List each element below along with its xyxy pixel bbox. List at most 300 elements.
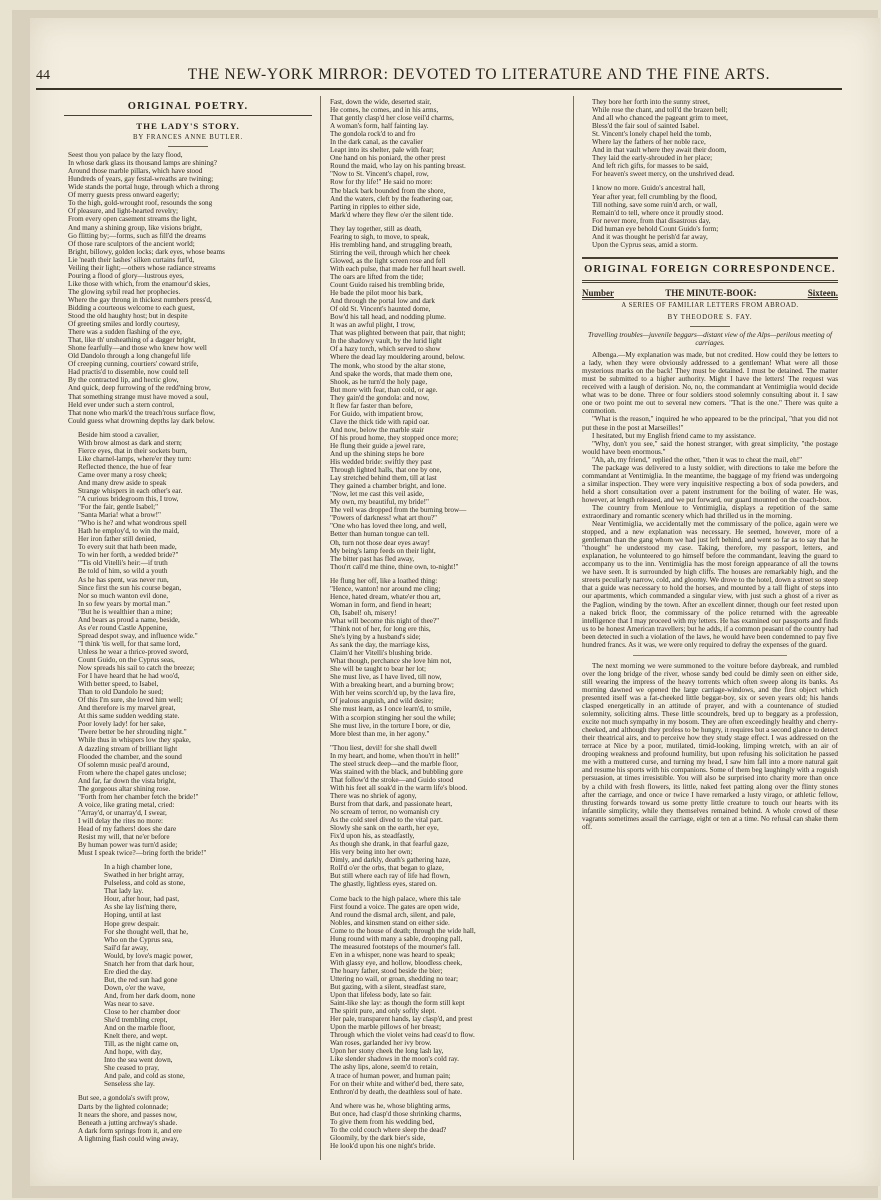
verse-line: Oh, Isabel! oh, misery! bbox=[330, 608, 397, 617]
verse-line: And quick, deep furrowing of the redd'ning brow, bbox=[68, 384, 211, 393]
verse-line: Was near to save. bbox=[104, 999, 155, 1008]
verse-line: Count Guido, on the Cyprus seas, bbox=[78, 656, 175, 664]
verse-line: Like those with which, from the enamour'd skies, bbox=[68, 279, 211, 288]
verse-line: With brow almost as dark and stern; bbox=[78, 438, 182, 447]
verse-line: More blest than me, in her agony." bbox=[330, 729, 430, 738]
verse-line: Nor so much wanton evil done, bbox=[78, 591, 169, 600]
section-divider bbox=[633, 655, 787, 656]
verse-line: For never more, from that disastrous day, bbox=[592, 216, 711, 225]
verse-line: It was an awful plight, I trow, bbox=[330, 321, 415, 330]
minute-book-heading bbox=[582, 289, 838, 300]
verse-line: And up the shining steps he bore bbox=[330, 450, 425, 459]
verse-line: As he has spent, was never run, bbox=[78, 575, 169, 584]
verse-line: Spread despot sway, and influence wide." bbox=[78, 631, 198, 640]
verse-line: Must I speak twice?—bring forth the bride!" bbox=[78, 849, 207, 858]
verse-line: That gently clasp'd her close veil'd charms, bbox=[330, 114, 454, 123]
verse-line: Row for thy life!" He said no more: bbox=[330, 178, 433, 187]
verse-line: Strange whispers in each other's ear. bbox=[78, 487, 183, 496]
verse-line: There was no shriek of agony, bbox=[330, 791, 417, 800]
verse-line: For I have heard that he had woo'd, bbox=[78, 672, 180, 681]
verse-line: Roll'd o'er the orbs, that began to glaze, bbox=[330, 864, 444, 873]
verse-line: Like slender shadows in the moon's cold ray. bbox=[330, 1055, 459, 1064]
verse-line: That, like th' unsheathing of a dagger bright, bbox=[68, 336, 196, 345]
verse-line: Old Dandolo through a long changeful life bbox=[68, 352, 191, 361]
verse-line: Of jealous anguish, and wild desire; bbox=[330, 697, 434, 706]
verse-line: Sail'd far away, bbox=[104, 943, 149, 952]
article-paragraph: I hesitated, but my English friend came to my assistance. bbox=[592, 431, 756, 440]
verse-line: To the high, gold-wrought roof, resounds the song bbox=[68, 199, 213, 208]
verse-line: For heaven's sweet mercy, on the unshrived dead. bbox=[592, 170, 735, 179]
verse-line: But, the red sun had gone bbox=[104, 975, 178, 984]
minute-book-number-label: Number bbox=[582, 287, 614, 298]
verse-line: The bitter past has fled away, bbox=[330, 554, 415, 563]
verse-line: The ashy lips, alone, seem'd to retain, bbox=[330, 1063, 439, 1072]
verse-line: "Santa Maria! what a brow!" bbox=[78, 511, 161, 520]
verse-line: Slowly she sank on the earth, her eye, bbox=[330, 824, 439, 833]
verse-line: Round the maid, who lay on his panting breast. bbox=[330, 162, 466, 171]
verse-line: Could guess what drowning depths lay dark below. bbox=[68, 416, 215, 425]
verse-line: And on the marble floor, bbox=[104, 1024, 175, 1033]
verse-line: From where the chapel gates unclose; bbox=[78, 768, 187, 777]
verse-line: Wide stands the portal huge, through which a throng bbox=[68, 183, 219, 192]
verse-line: Of those rare sculptors of the ancient world; bbox=[68, 239, 195, 248]
article-paragraph: "Why, don't you see," said the honest stranger, with great simplicity, "the postage would have been enormous." bbox=[582, 439, 838, 456]
verse-line: Better than human tongue can tell. bbox=[330, 530, 429, 539]
verse-line: Enthron'd by death, the deathless soul of hate. bbox=[330, 1087, 463, 1096]
verse-line: With his feet all soak'd in the warm life's blood. bbox=[330, 783, 468, 792]
verse-line: That follow'd the stroke—and Guido stood bbox=[330, 775, 454, 784]
verse-line: While thus in whispers low they spake, bbox=[78, 736, 191, 745]
verse-line: He flung their guide a jewel rare, bbox=[330, 441, 426, 450]
poem-stanza bbox=[326, 98, 566, 219]
verse-line: And, from her dark doom, none bbox=[104, 991, 196, 1000]
verse-line: "Forth from her chamber fetch the bride!" bbox=[78, 792, 199, 801]
verse-line: She must learn, as I once learn'd, to smile, bbox=[330, 705, 452, 714]
verse-line: She must live, as I have lived, till now, bbox=[330, 673, 442, 682]
article-body bbox=[582, 351, 838, 649]
verse-line: In the shadowy vault, by the lurid light bbox=[330, 337, 442, 346]
verse-line: Of this I'm sure, she loved him well; bbox=[78, 696, 183, 705]
verse-line: A dark form springs from it, and ere bbox=[78, 1126, 182, 1135]
page-number: 44 bbox=[36, 68, 50, 83]
verse-line: In a high chamber lone, bbox=[104, 863, 173, 872]
verse-line: The veil was dropped from the burning brow— bbox=[330, 506, 467, 515]
verse-line: Upon her stony cheek the long lash lay, bbox=[330, 1047, 444, 1056]
verse-line: Who on the Cyprus sea, bbox=[104, 935, 173, 944]
verse-line: And therefore is my marvel great, bbox=[78, 704, 176, 713]
verse-line: And it was thought he perish'd far away, bbox=[592, 232, 708, 241]
article-paragraph: The country from Menloue to Ventimiglia, displays a repetition of the same extraordinary and romantic scenery which had thrilled us in the morning. bbox=[582, 503, 838, 521]
verse-line: What will become this night of thee?" bbox=[330, 616, 440, 625]
poem-stanza bbox=[326, 225, 566, 571]
verse-line: As she lay list'ning there, bbox=[104, 903, 177, 912]
verse-line: Go flitting by;—forms, such as fill'd the dreams bbox=[68, 231, 206, 240]
verse-line: Bright, billowy, golden locks; dark eyes, whose beams bbox=[68, 247, 225, 256]
verse-line: The spirit pure, and only softly slept. bbox=[330, 1007, 437, 1016]
verse-line: I will delay the rites no more: bbox=[78, 816, 164, 825]
verse-line: With a scorpion stinging her soul the while; bbox=[330, 713, 456, 722]
article-paragraph: Albenga.—My explanation was made, but not credited. How could they be letters to a lady, when they were obviously addressed to a gentleman! What were all those mysterious marks on the back! They must be detained. I must be detained. The matter must be submitted to a higher authority. Might I have the letters! The request was received with a laugh of derision. No, no, the commandant at Ventimiglia would decide what was to be done. Three or four soldiers stood solemnly consulting about it. I saw one or two point me out to several new comers. "That is the one." There was quite a commotion. bbox=[582, 351, 838, 416]
verse-line: They lay together, still as death, bbox=[330, 224, 422, 233]
column-2 bbox=[326, 98, 566, 1150]
verse-line: Snatch her from that dark hour, bbox=[104, 959, 194, 968]
verse-line: Veiling their light;—others whose radiance streams bbox=[68, 263, 216, 272]
verse-line: Of his proud home, they stopped once more; bbox=[330, 433, 459, 442]
verse-line: But see, a gondola's swift prow, bbox=[78, 1094, 170, 1103]
verse-line: "Thou liest, devil! for she shall dwell bbox=[330, 743, 437, 752]
series-subtitle: A SERIES OF FAMILIAR LETTERS FROM ABROAD. bbox=[621, 301, 799, 309]
verse-line: Hour, after hour, had past, bbox=[104, 895, 180, 904]
article-paragraph: "Ah, ah, my friend," replied the other, "then it was to cheat the mail, eh!" bbox=[592, 455, 803, 464]
verse-line: Hoping, until at last bbox=[104, 911, 162, 920]
verse-line: And hope, with day, bbox=[104, 1048, 163, 1057]
verse-line: Burst from that dark, and passionate heart, bbox=[330, 799, 453, 808]
column-1 bbox=[64, 98, 312, 1143]
verse-line: Fast, down the wide, deserted stair, bbox=[330, 98, 432, 106]
masthead-title: THE NEW-YORK MIRROR: DEVOTED TO LITERATURE AND THE FINE ARTS. bbox=[187, 66, 771, 83]
verse-line: Close to her chamber door bbox=[104, 1008, 181, 1017]
verse-line: And where was he, whose blighting arms, bbox=[330, 1101, 451, 1110]
verse-line: First found a voice. The gates are open wide, bbox=[330, 902, 460, 911]
verse-line: There was a sudden flashing of the eye, bbox=[68, 328, 182, 337]
verse-line: A woman's form, half fainting lay. bbox=[330, 122, 429, 131]
verse-line: And left rich gifts, for masses to be said, bbox=[592, 162, 709, 171]
verse-line: For Guido, with impatient brow, bbox=[330, 409, 423, 418]
verse-line: Be told of him, so wild a youth bbox=[78, 567, 168, 576]
minute-book-title: THE MINUTE-BOOK: bbox=[665, 287, 757, 298]
verse-line: The monk, who stood by the altar stone, bbox=[330, 361, 446, 370]
verse-line: She ceased to pray, bbox=[104, 1064, 160, 1073]
verse-line: Pulseless, and cold as stone, bbox=[104, 879, 186, 888]
article-paragraph: Near Ventimiglia, we accidentally met the commissary of the police, again were we stopped, and a new explanation was necessary. He seemed, however, more of a gentleman than the gang whom we had just left behind, and went so far as to say that he "thought" he understood my case. Taking, therefore, my passport, letters, and explanation, he volunteered to go himself before the commandant, leaving the guard to accompany us to the inn. Ventimiglia has the most foreign appearance of all the towns we have seen. It is surrounded by high cliffs. The houses are remarkably high, and the streets peculiarly narrow, cold, and gloomy. We drove to the hotel, down a street so steep that a guide was necessary to hold the horses, and mounted by a tall flight of steps into our apartments, which commanded a singular view, with just such a ghost of a river as the Paglion, winding by the town. After an excellent dinner, though our feet rested upon a naked brick floor, the commissary of the police returned with the agreeable intelligence that I may proceed with my letters. He has examined our passports and finds us to be honest American travellers; but he adds, if a common peasant of the country had been detected in such a violation of the laws, he would have been condemned to pay five hundred francs. As it was, we were only required to defray the expenses of the guard. bbox=[582, 520, 838, 649]
verse-line: Parting in ripples to either side, bbox=[330, 202, 421, 211]
poem-stanza bbox=[326, 895, 566, 1096]
column-rule-right bbox=[573, 96, 574, 1160]
verse-line: Till nothing, save some ruin'd arch, or wall, bbox=[592, 200, 718, 209]
verse-line: "But he is wealthier than a mine; bbox=[78, 607, 173, 616]
verse-line: One hand on his poniard, the other prest bbox=[330, 154, 446, 163]
verse-line: Bidding a courteous welcome to each guest, bbox=[68, 303, 195, 312]
verse-line: E'en in a whisper, none was heard to speak; bbox=[330, 950, 455, 959]
verse-line: As sank the day, the marriage kiss, bbox=[330, 641, 430, 650]
verse-line: The steel struck deep—and the marble floor, bbox=[330, 759, 459, 768]
verse-line: Fearing to sigh, to move, to speak, bbox=[330, 232, 430, 241]
verse-line: Through lighted halls, that one by one, bbox=[330, 466, 442, 475]
verse-line: And all who chanced the pageant grim to meet, bbox=[592, 114, 728, 123]
verse-line: In the dark canal, as the cavalier bbox=[330, 138, 423, 147]
verse-line: As the cold steel dived to the vital part. bbox=[330, 816, 443, 825]
verse-line: Come back to the high palace, where this tale bbox=[330, 894, 461, 903]
verse-line: The oars are lifted from the tide; bbox=[330, 272, 424, 281]
verse-line: And the waters, cleft by the feathering oar, bbox=[330, 194, 453, 203]
verse-line: That lady lay. bbox=[104, 887, 144, 896]
verse-line: Remain'd to tell, where once it proudly stood. bbox=[592, 208, 724, 217]
verse-line: She must live, in the torture I bore, or die, bbox=[330, 721, 451, 730]
verse-line: Her iron father still denied, bbox=[78, 535, 157, 544]
verse-line: Come to the house of death; through the wide hall, bbox=[330, 926, 476, 935]
verse-line: And bears as proud a name, beside, bbox=[78, 615, 180, 624]
verse-line: Nobles, and kinsmen stand on either side. bbox=[330, 918, 450, 927]
verse-line: Of old St. Vincent's haunted dome, bbox=[330, 305, 431, 314]
verse-line: Senseless she lay. bbox=[104, 1080, 155, 1089]
verse-line: Where lay the fathers of her noble race, bbox=[592, 138, 706, 147]
verse-line: Year after year, fell crumbling by the flood, bbox=[592, 192, 717, 201]
verse-line: And spake the words, that made them one, bbox=[330, 369, 453, 378]
verse-line: I know no more. Guido's ancestral hall, bbox=[592, 184, 706, 193]
verse-line: Lay stretched behind them, till at last bbox=[330, 474, 437, 483]
verse-line: By human power was turn'd aside; bbox=[78, 841, 178, 850]
verse-line: Stirring the veil, through which her cheek bbox=[330, 248, 450, 257]
verse-line: With a breaking heart, and a burning brow; bbox=[330, 681, 454, 690]
verse-line: Resist my will, that ne'er before bbox=[78, 833, 170, 842]
verse-line: Hung round with many a sable, drooping pall, bbox=[330, 934, 463, 943]
verse-line: They bore her forth into the sunny street, bbox=[592, 98, 710, 106]
poem-stanza bbox=[326, 577, 566, 738]
verse-line: Of merry guests press onward eagerly; bbox=[68, 191, 180, 200]
verse-line: It nears the shore, and passes now, bbox=[78, 1110, 177, 1119]
verse-line: A lightning flash could wing away, bbox=[78, 1134, 179, 1143]
verse-line: Of solemn music peal'd around, bbox=[78, 760, 170, 769]
verse-line: In my heart, and home, when thou'rt in hell!" bbox=[330, 751, 460, 760]
verse-line: Had practis'd to dissemble, now could tell bbox=[68, 368, 189, 377]
verse-line: Claim'd her Vitelli's blushing bride. bbox=[330, 649, 433, 658]
verse-line: With her veins scorch'd up, by the lava fire, bbox=[330, 689, 456, 698]
verse-line: "Now, let me cast this veil aside, bbox=[330, 490, 424, 499]
poem-stanza bbox=[64, 151, 312, 425]
verse-line: What though, perchance she love him not, bbox=[330, 657, 452, 666]
verse-line: 'Twere better be her shrouding night." bbox=[78, 728, 187, 737]
verse-line: Pouring a flood of glory—lustrous eyes, bbox=[68, 271, 184, 280]
column-3 bbox=[582, 98, 838, 831]
verse-line: And now, below the marble stair bbox=[330, 425, 424, 434]
verse-line: Poor lovely lady! for her sake, bbox=[78, 720, 166, 729]
verse-line: Through which the violet veins had ceas'd to flow. bbox=[330, 1031, 475, 1040]
column-rule-left bbox=[320, 96, 321, 1160]
verse-line: She'd trembling crept, bbox=[104, 1016, 168, 1025]
verse-line: Unless he wear a thrice-proved sword, bbox=[78, 647, 189, 656]
verse-line: Ere died the day. bbox=[104, 967, 153, 976]
verse-line: He flung her off, like a loathed thing: bbox=[330, 576, 438, 585]
verse-line: "For the fair, gentle Isabel;" bbox=[78, 503, 159, 512]
minute-book-sequence: Sixteen. bbox=[807, 287, 838, 298]
verse-line: Was stained with the black, and bubbling gore bbox=[330, 767, 463, 776]
verse-line: His trembling hand, and struggling breath, bbox=[330, 240, 452, 249]
verse-line: Fierce eyes, that in their sockets burn, bbox=[78, 446, 187, 455]
verse-line: To win her forth, a wedded bride?" bbox=[78, 551, 179, 560]
verse-line: A dazzling stream of brilliant light bbox=[78, 744, 178, 753]
verse-line: For she thought well, that he, bbox=[104, 927, 189, 936]
verse-line: "'Tis old Vitelli's heir:—if truth bbox=[78, 559, 168, 568]
verse-line: No scream of terror, no womanish cry bbox=[330, 808, 440, 817]
verse-line: She will be taught to bear her lot; bbox=[330, 665, 427, 674]
verse-line: Hence, hated dream, whate'er thou art, bbox=[330, 592, 441, 601]
poem-title: THE LADY'S STORY. bbox=[136, 121, 240, 131]
verse-line: And in that vault where they await their doom, bbox=[592, 146, 727, 155]
verse-line: Hath he employ'd, to win the maid, bbox=[78, 527, 180, 536]
verse-line: As though she drank, in that fearful gaze, bbox=[330, 840, 449, 849]
verse-line: Around those marble pillars, which have stood bbox=[68, 167, 203, 176]
verse-line: "Now to St. Vincent's chapel, row, bbox=[330, 170, 429, 179]
verse-line: To give them from his wedding bed, bbox=[330, 1117, 435, 1126]
verse-line: Count Guido raised his trembling bride, bbox=[330, 281, 445, 290]
verse-line: As e'er round Castle Appenine, bbox=[78, 623, 168, 632]
verse-line: "Hence, wanton! nor around me cling; bbox=[330, 584, 441, 593]
verse-line: Upon that lifeless body, late so fair. bbox=[330, 991, 432, 1000]
verse-line: But still where each ray of life had flown, bbox=[330, 872, 450, 881]
verse-line: The gondola rock'd to and fro bbox=[330, 130, 416, 139]
verse-line: And many drew aside to speak bbox=[78, 478, 167, 487]
poem-stanza bbox=[64, 863, 312, 1088]
verse-line: My own, my beautiful, my bride!" bbox=[330, 498, 429, 507]
verse-line: Glowed, as the light screen rose and fell bbox=[330, 256, 446, 265]
verse-line: Where the dead lay mouldering around, below. bbox=[330, 353, 465, 362]
verse-line: But more with fear, than cold, or age. bbox=[330, 385, 438, 394]
verse-line: Gloomily, by the dark bier's side, bbox=[330, 1133, 426, 1142]
page-header bbox=[36, 62, 842, 90]
verse-line: Beside him stood a cavalier, bbox=[78, 430, 159, 439]
verse-line: "Array'd, or unarray'd, I swear, bbox=[78, 808, 167, 817]
poem-stanza bbox=[64, 431, 312, 857]
verse-line: And far, far down the vista bright, bbox=[78, 776, 176, 785]
verse-line: Seest thou yon palace by the lazy flood, bbox=[68, 151, 183, 160]
verse-line: Darts by the lighted colonnade; bbox=[78, 1102, 169, 1111]
verse-line: Held ever under such a stern control, bbox=[68, 400, 174, 409]
verse-line: With each pulse, that made her full heart swell. bbox=[330, 264, 466, 273]
verse-line: Bless'd the fair soul of sainted Isabel. bbox=[592, 122, 700, 131]
verse-line: Of creeping cunning, courtiers' coward strife, bbox=[68, 360, 199, 369]
verse-line: Her pale, transparent hands, lay clasp'd, and prest bbox=[330, 1015, 473, 1024]
verse-line: And many a shining group, like visions bright, bbox=[68, 223, 202, 232]
verse-line: They gained a chamber bright, and lone. bbox=[330, 482, 447, 491]
verse-line: That something strange must have moved a soul, bbox=[68, 392, 209, 401]
verse-line: Flooded the chamber, and the sound bbox=[78, 752, 182, 761]
verse-line: The measured footsteps of the mourner's fall. bbox=[330, 942, 461, 951]
verse-line: Head of my fathers! does she dare bbox=[78, 824, 177, 833]
verse-line: They gain'd the gondola: and now, bbox=[330, 393, 430, 402]
section-heading-poetry: ORIGINAL POETRY. bbox=[64, 98, 312, 116]
article-paragraph: The next morning we were summoned to the voiture before daybreak, and rumbled over the long bridge of the river, whose sandy bed could be dimly seen on either side, still wearing the impress of the heavy torrents which often sweep along its banks. As morning dawned we opened the large carriage-windows, and the first object which presented itself was a fat-cheeked little beggar-boy, six or seven years old; his hands clasped energetically in an attitude of prayer, and with a countenance of studied solemnity, soliciting alms. These little scoundrels, bred up to beggary as a profession, excite not much sympathy in my bosom. They are often exceedingly healthy and cherry-cheeked, and although they profess to be hungry, it requires but a second glance to detect their theatrical airs, and to perceive how they study stage effect. I was addressed on the terrace at Nice by a poor, mutilated, timid-looking, limping wretch, with an air of drooping weakness and profound humility, but upon refusing his solicitation he passed me with a muttered curse, and turning my head, I saw him fall into a more natural gait and resume his sports with his companions. Some of them beg laughingly with a roguish persuasion, at times irresistible. You will also be surprised into charity more than once by a child with fresh flowers, its little, naked feet patting along over the flinty stones after the carriage, and once or twice I have remarked a lusty virago, or athletic fellow, thrusting forwards toward us some pretty little creature to touch our hearts with its infantile simplicity, while they themselves remained behind. A whole crowd of these vagrants sometimes assail the carriage, eight or ten at a time. No refusal can shake them off. bbox=[582, 661, 838, 831]
verse-line: Where the gay throng in thickest numbers press'd, bbox=[68, 295, 212, 304]
article-summary: Travelling troubles—juvenile beggars—distant view of the Alps—perilous meeting of carriages. bbox=[588, 330, 832, 348]
verse-line: Down, o'er the wave, bbox=[104, 983, 165, 992]
verse-line: And through the portal low and dark bbox=[330, 297, 435, 306]
verse-line: He look'd upon his one night's bride. bbox=[330, 1141, 436, 1150]
verse-line: The glowing sybil read her prophecies. bbox=[68, 287, 181, 296]
verse-line: "A curious bridegroom this, I trow, bbox=[78, 495, 179, 504]
verse-line: To every suit that hath been made, bbox=[78, 543, 177, 552]
verse-line: Shone fearfully—and those who knew how well bbox=[68, 344, 207, 353]
verse-line: Shook, as he turn'd the holy page, bbox=[330, 377, 428, 386]
section-heading-correspondence: ORIGINAL FOREIGN CORRESPONDENCE. bbox=[582, 257, 838, 283]
verse-line: But once, had clasp'd those shrinking charms, bbox=[330, 1109, 462, 1118]
verse-line: Since first the sun his course began, bbox=[78, 583, 182, 592]
verse-line: With better speed, to Isabel, bbox=[78, 680, 159, 689]
verse-line: She's lying by a husband's side; bbox=[330, 633, 421, 642]
poem-stanza bbox=[582, 98, 838, 178]
verse-line: The hoary father, stood beside the bier; bbox=[330, 966, 443, 975]
verse-line: Saint-like she lay: as though the form still kept bbox=[330, 999, 465, 1008]
verse-line: "Who is he? and what wondrous spell bbox=[78, 519, 187, 528]
verse-line: Oh, turn not those dear eyes away! bbox=[330, 538, 430, 547]
verse-line: Did human eye behold Count Guido's form; bbox=[592, 224, 719, 233]
verse-line: While rose the chant, and toll'd the brazen bell; bbox=[592, 106, 728, 115]
poem-author: BY FRANCES ANNE BUTLER. bbox=[64, 134, 312, 147]
verse-line: From every open casement streams the light, bbox=[68, 215, 197, 224]
verse-line: By the contracted lip, and hectic glow, bbox=[68, 376, 179, 385]
verse-line: Lie 'neath their lashes' silken curtains furl'd, bbox=[68, 255, 195, 264]
verse-line: St. Vincent's lonely chapel held the tomb, bbox=[592, 130, 712, 139]
article-paragraph: The package was delivered to a lusty soldier, with directions to take me before the commandant at Ventimiglia. In the meantime, the baggage of my friend was undergoing a similar inspection. They were very inquisitive respecting a box of soda powders, and held a short consultation over a patent instrument for the boiling of water. He was, however, at length released, and we put forward, our guard mounted on the coach-box. bbox=[582, 463, 838, 504]
verse-line: Than to old Dandolo he sued; bbox=[78, 688, 164, 697]
verse-line: That none who mark'd the treach'rous surface flow, bbox=[68, 408, 216, 417]
verse-line: "I think 'tis well, for that same lord, bbox=[78, 639, 181, 648]
poem-stanza bbox=[582, 184, 838, 248]
verse-line: Woman in form, and fiend in heart; bbox=[330, 600, 432, 609]
verse-line: The gorgeous altar shining rose. bbox=[78, 784, 171, 793]
verse-line: "Powers of darkness! what art thou?" bbox=[330, 514, 438, 523]
article-paragraph: "What is the reason," inquired he who appeared to be the principal, "that you did not put these in the post at Marseilles!" bbox=[582, 415, 838, 432]
verse-line: Thou'rt call'd me thine, thine own, to-night!" bbox=[330, 562, 459, 571]
verse-line: Upon the Cyprus seas, amid a storm. bbox=[592, 240, 698, 249]
verse-line: Would, by love's magic power, bbox=[104, 951, 193, 960]
verse-line: In so few years by mortal man." bbox=[78, 599, 171, 608]
verse-line: At this same sudden wedding state. bbox=[78, 712, 180, 721]
verse-line: "One who has loved thee long, and well, bbox=[330, 522, 447, 531]
verse-line: Of pleasure, and light-hearted revelry; bbox=[68, 207, 178, 216]
verse-line: With glassy eye, and hollow, bloodless cheek, bbox=[330, 958, 462, 967]
verse-line: He comes, he comes, and in his arms, bbox=[330, 106, 439, 115]
poem-stanza bbox=[326, 744, 566, 889]
verse-line: My being's lamp feeds on their light, bbox=[330, 546, 436, 555]
verse-line: "Think not of her, for long ere this, bbox=[330, 625, 431, 633]
verse-line: Leapt into its shelter, pale with fear; bbox=[330, 146, 434, 155]
verse-line: His very being into her own; bbox=[330, 848, 413, 857]
verse-line: But gazing, with a silent, steadfast stare, bbox=[330, 983, 446, 992]
verse-line: That was plighted between that pair, that night; bbox=[330, 329, 466, 338]
verse-line: He bade the pilot moor his bark, bbox=[330, 289, 423, 298]
verse-line: Dimly, and darkly, death's gathering haze, bbox=[330, 856, 451, 865]
verse-line: Beneath a jutting archway's shade. bbox=[78, 1118, 178, 1127]
verse-line: A voice, like grating metal, cried: bbox=[78, 800, 175, 809]
verse-line: The ghastly, lightless eyes, stared on. bbox=[330, 880, 437, 889]
verse-line: Like charnel-lamps, where'er they turn: bbox=[78, 454, 192, 463]
verse-line: Into the sea went down, bbox=[104, 1056, 173, 1065]
poem-stanza bbox=[64, 1094, 312, 1142]
verse-line: Clave the thick tide with rapid oar. bbox=[330, 417, 430, 426]
verse-line: Till, as the night came on, bbox=[104, 1040, 179, 1049]
verse-line: His wedded bride: swiftly they past bbox=[330, 458, 433, 467]
verse-line: And round the dismal arch, silent, and pale, bbox=[330, 910, 456, 919]
article-author: BY THEODORE S. FAY. bbox=[582, 314, 838, 327]
verse-line: Knelt there, and wept. bbox=[104, 1032, 168, 1041]
verse-line: Fix'd upon his, as steadfastly, bbox=[330, 832, 415, 841]
verse-line: A trace of human power, and human pain; bbox=[330, 1071, 451, 1080]
poem-stanza bbox=[326, 1102, 566, 1150]
verse-line: For on their white and wither'd bed, there sate, bbox=[330, 1079, 464, 1088]
verse-line: Wan roses, garlanded her ivy brow. bbox=[330, 1039, 432, 1048]
verse-line: They laid the early-shrouded in her place; bbox=[592, 154, 713, 163]
verse-line: In whose dark glass its thousand lamps are shining? bbox=[68, 159, 217, 168]
verse-line: It flew far faster than before, bbox=[330, 401, 413, 410]
verse-line: Now spreads his sail to catch the breeze; bbox=[78, 664, 195, 673]
verse-line: Of a hazy torch, which served to show bbox=[330, 345, 441, 354]
verse-line: Hundreds of years, gay festal-wreaths are twining; bbox=[68, 175, 214, 184]
verse-line: Upon the marble pillows of her breast; bbox=[330, 1023, 441, 1032]
article-body-continued bbox=[582, 662, 838, 831]
verse-line: And pale, and cold as stone, bbox=[104, 1072, 185, 1081]
verse-line: Mark'd where they flew o'er the silent tide. bbox=[330, 210, 454, 219]
verse-line: Hope grew despair. bbox=[104, 919, 160, 928]
